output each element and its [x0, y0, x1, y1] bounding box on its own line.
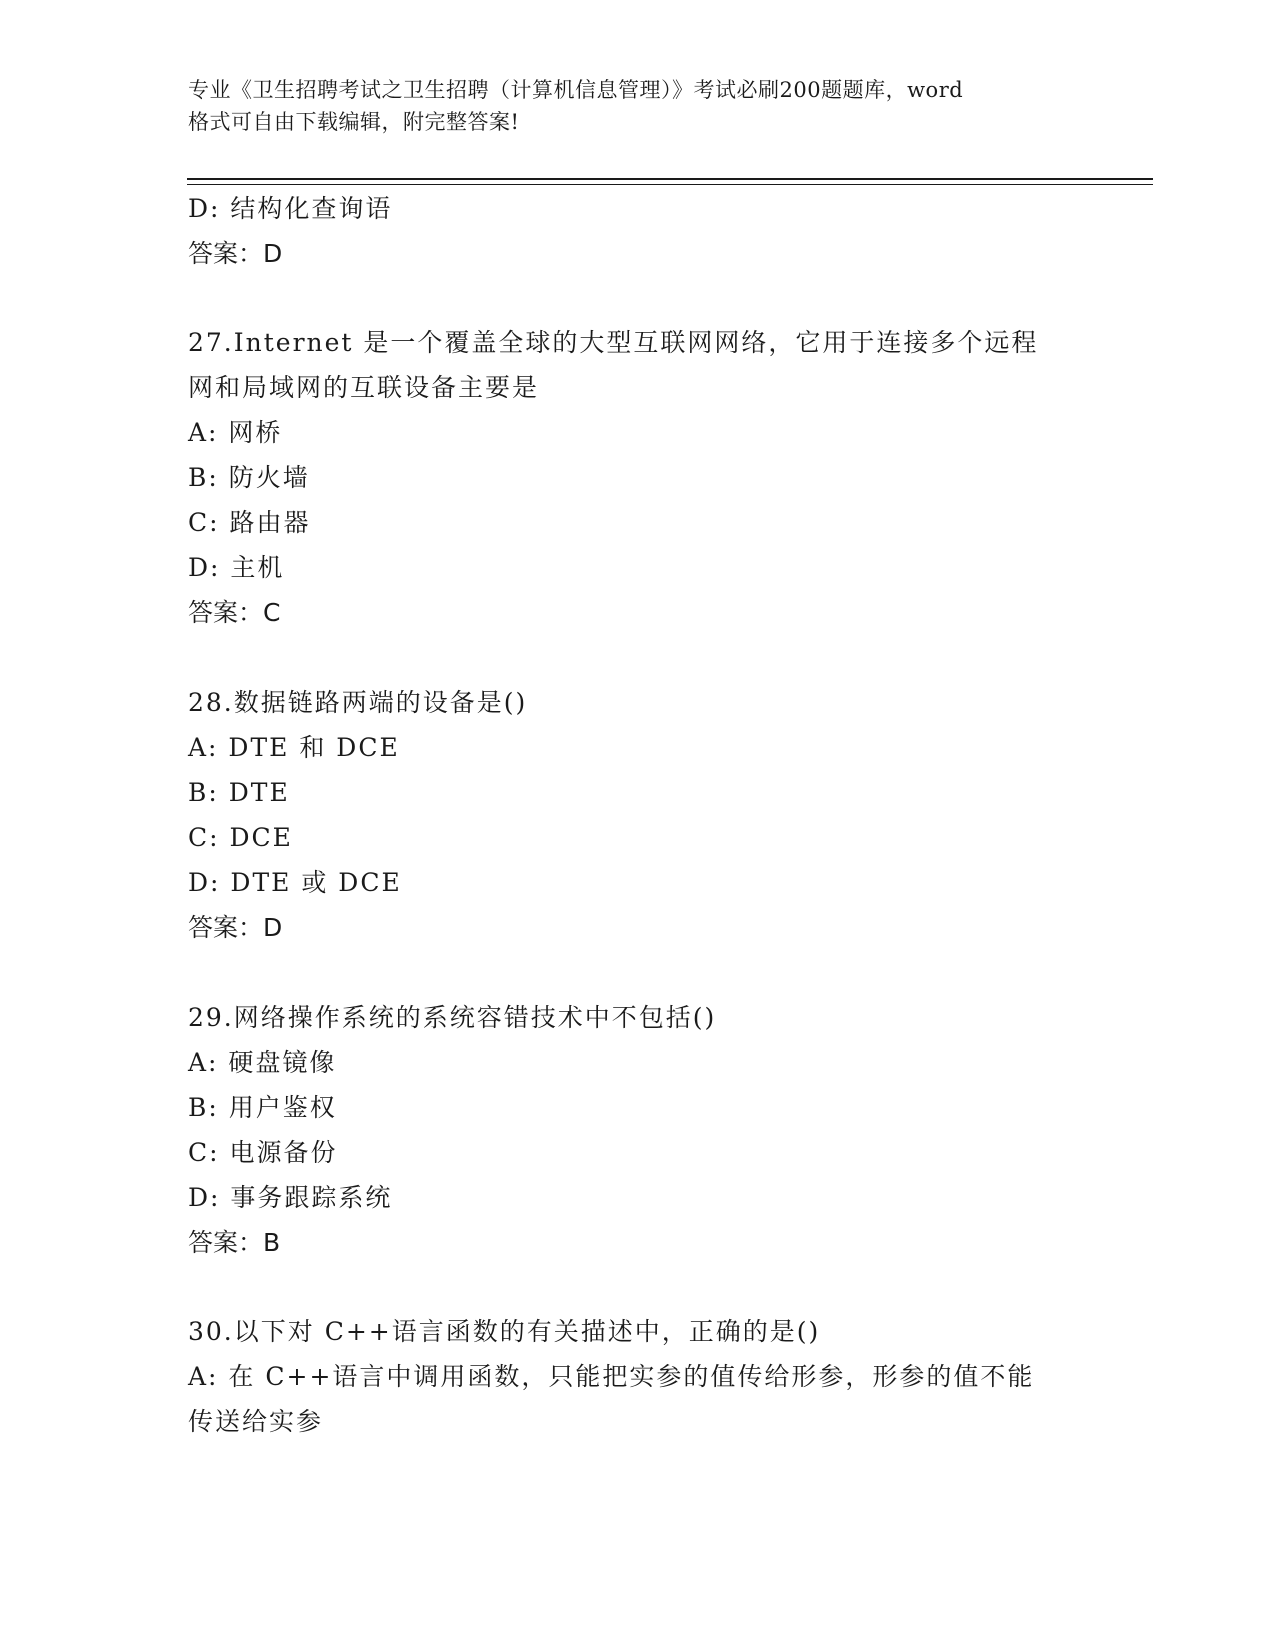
- q28-option-a: A: DTE 和 DCE: [188, 733, 400, 762]
- q27-answer: 答案：C: [188, 598, 281, 627]
- q27-option-b: B: 防火墙: [188, 463, 310, 492]
- q27-stem-line-1: 27.Internet 是一个覆盖全球的大型互联网网络，它用于连接多个远程: [188, 328, 1039, 357]
- q29-option-d: D: 事务跟踪系统: [188, 1183, 393, 1212]
- q28-answer: 答案：D: [188, 913, 283, 942]
- header-line-1: 专业《卫生招聘考试之卫生招聘（计算机信息管理）》考试必刷200题题库，word: [188, 78, 964, 102]
- header-divider-thick: [187, 178, 1153, 180]
- q28-option-b: B: DTE: [188, 778, 290, 807]
- q28-option-c: C: DCE: [188, 823, 293, 852]
- q27-option-a: A: 网桥: [188, 418, 283, 447]
- q30-stem: 30.以下对 C++语言函数的有关描述中，正确的是(): [188, 1317, 821, 1346]
- q29-answer: 答案：B: [188, 1228, 281, 1257]
- q30-option-a-line-2: 传送给实参: [188, 1407, 324, 1436]
- q29-option-b: B: 用户鉴权: [188, 1093, 337, 1122]
- header-divider-thin: [187, 184, 1153, 185]
- q30-option-a-line-1: A: 在 C++语言中调用函数，只能把实参的值传给形参，形参的值不能: [188, 1362, 1035, 1391]
- q28-option-d: D: DTE 或 DCE: [188, 868, 402, 897]
- document-header: [188, 74, 1088, 138]
- header-line-2: 格式可自由下载编辑，附完整答案!: [188, 110, 520, 134]
- q29-stem: 29.网络操作系统的系统容错技术中不包括(): [188, 1003, 717, 1032]
- q27-stem-line-2: 网和局域网的互联设备主要是: [188, 373, 540, 402]
- prev-option-d: D: 结构化查询语: [188, 194, 393, 223]
- q27-option-c: C: 路由器: [188, 508, 311, 537]
- q29-option-a: A: 硬盘镜像: [188, 1048, 337, 1077]
- q29-option-c: C: 电源备份: [188, 1138, 338, 1167]
- q27-option-d: D: 主机: [188, 553, 285, 582]
- q28-stem: 28.数据链路两端的设备是(): [188, 688, 528, 717]
- prev-answer: 答案：D: [188, 239, 283, 268]
